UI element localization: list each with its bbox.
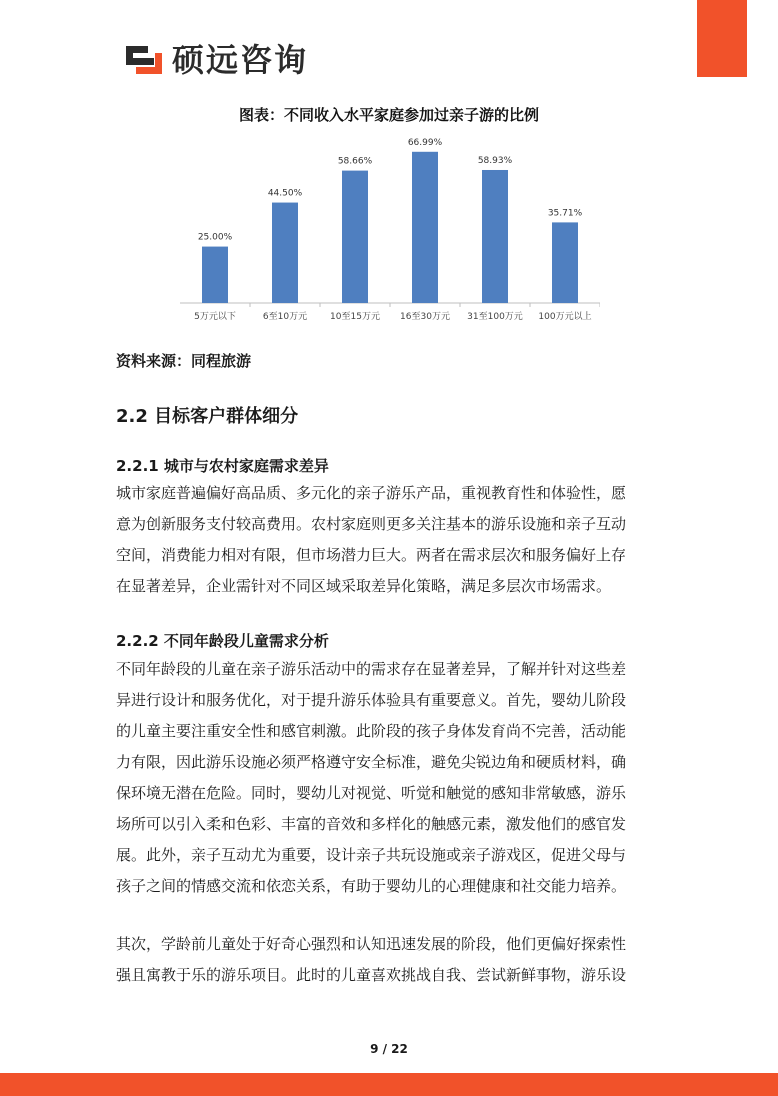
data-label: 25.00% <box>197 232 233 243</box>
bar <box>342 171 368 303</box>
subsection-heading-age-groups: 2.2.2 不同年龄段儿童需求分析 <box>116 632 329 650</box>
text-line: 强且寓教于乐的游乐项目。此时的儿童喜欢挑战自我、尝试新鲜事物，游乐设 <box>116 966 627 984</box>
text-line: 不同年龄段的儿童在亲子游乐活动中的需求存在显著差异，了解并针对这些差 <box>116 660 627 678</box>
data-label: 66.99% <box>407 137 443 148</box>
text-line: 保环境无潜在危险。同时，婴幼儿对视觉、听觉和触觉的感知非常敏感，游乐 <box>116 784 627 802</box>
logo-text: 硕远咨询 <box>172 41 309 79</box>
tick-label: 10至15万元 <box>330 312 380 322</box>
text-line: 城市家庭普遍偏好高品质、多元化的亲子游乐产品，重视教育性和体验性，愿 <box>116 484 627 502</box>
tick-label: 100万元以上 <box>538 312 592 322</box>
bar <box>272 203 298 303</box>
data-label: 58.66% <box>337 156 373 167</box>
page-number: 9 / 22 <box>370 1042 408 1056</box>
tick-label: 6至10万元 <box>262 312 308 322</box>
brand-logo <box>124 40 308 80</box>
bar-chart <box>180 135 600 325</box>
source-note: 资料来源：同程旅游 <box>116 352 252 370</box>
bar <box>552 222 578 303</box>
logo-mark-icon <box>124 40 164 80</box>
text-line: 异进行设计和服务优化，对于提升游乐体验具有重要意义。首先，婴幼儿阶段 <box>116 691 627 709</box>
bar <box>412 152 438 303</box>
text-line: 力有限，因此游乐设施必须严格遵守安全标准，避免尖锐边角和硬质材料，确 <box>116 753 627 771</box>
footer-accent-bar <box>0 1073 778 1096</box>
text-line: 其次，学龄前儿童处于好奇心强烈和认知迅速发展的阶段，他们更偏好探索性 <box>116 935 627 953</box>
section-heading: 2.2 目标客户群体细分 <box>116 406 299 427</box>
data-label: 35.71% <box>547 208 583 219</box>
bar <box>482 170 508 303</box>
text-line: 的儿童主要注重安全性和感官刺激。此阶段的孩子身体发育尚不完善，活动能 <box>116 722 627 740</box>
tick-label: 31至100万元 <box>467 312 523 322</box>
text-line: 展。此外，亲子互动尤为重要，设计亲子共玩设施或亲子游戏区，促进父母与 <box>116 846 627 864</box>
text-line: 在显著差异，企业需针对不同区域采取差异化策略，满足多层次市场需求。 <box>116 577 612 595</box>
text-line: 意为创新服务支付较高费用。农村家庭则更多关注基本的游乐设施和亲子互动 <box>116 515 627 533</box>
data-label: 58.93% <box>477 155 513 166</box>
text-line: 孩子之间的情感交流和依恋关系，有助于婴幼儿的心理健康和社交能力培养。 <box>116 877 627 895</box>
paragraph-urban-rural <box>116 478 664 602</box>
tick-label: 16至30万元 <box>400 312 450 322</box>
paragraph-age-groups-2 <box>116 929 664 991</box>
tick-label: 5万元以下 <box>194 312 236 322</box>
subsection-heading-urban-rural: 2.2.1 城市与农村家庭需求差异 <box>116 457 329 475</box>
text-line: 空间，消费能力相对有限，但市场潜力巨大。两者在需求层次和服务偏好上存 <box>116 546 627 564</box>
chart-title: 图表：不同收入水平家庭参加过亲子游的比例 <box>238 106 539 124</box>
text-line: 场所可以引入柔和色彩、丰富的音效和多样化的触感元素，激发他们的感官发 <box>116 815 627 833</box>
bar <box>202 247 228 303</box>
corner-accent-block <box>697 0 747 77</box>
data-label: 44.50% <box>267 188 303 199</box>
paragraph-age-groups-1 <box>116 654 664 902</box>
